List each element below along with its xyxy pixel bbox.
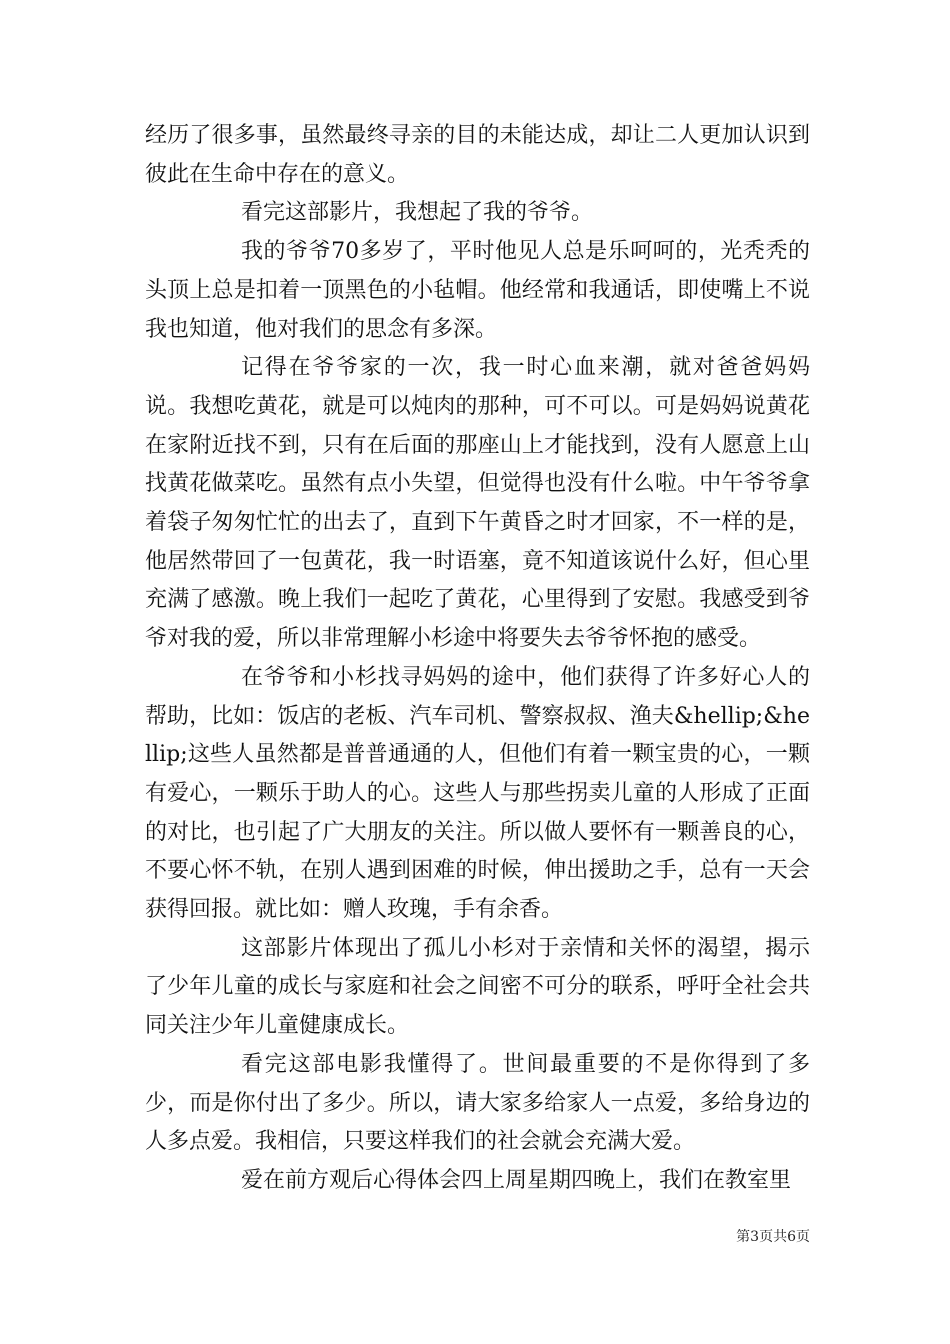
page-number-footer: 第3页共6页 bbox=[736, 1229, 810, 1245]
document-body bbox=[145, 117, 810, 1201]
paragraph-1: 经历了很多事，虽然最终寻亲的目的未能达成，却让二人更加认识到彼此在生命中存在的意义。 bbox=[145, 123, 810, 187]
paragraph-2: 看完这部影片，我想起了我的爷爷。 bbox=[241, 200, 594, 226]
paragraph-7: 看完这部电影我懂得了。世间最重要的不是你得到了多少，而是你付出了多少。所以，请大家多给家人一点爱，多给身边的人多点爱。我相信，只要这样我们的社会就会充满大爱。 bbox=[145, 1051, 810, 1155]
paragraph-6: 这部影片体现出了孤儿小杉对于亲情和关怀的渴望，揭示了少年儿童的成长与家庭和社会之间密不可分的联系，呼吁全社会共同关注少年儿童健康成长。 bbox=[145, 935, 810, 1039]
paragraph-3: 我的爷爷70多岁了，平时他见人总是乐呵呵的，光秃秃的头顶上总是扣着一顶黑色的小毡帽。他经常和我通话，即使嘴上不说我也知道，他对我们的思念有多深。 bbox=[145, 239, 810, 342]
paragraph-4: 记得在爷爷家的一次，我一时心血来潮，就对爸爸妈妈说。我想吃黄花，就是可以炖肉的那种，可不可以。可是妈妈说黄花在家附近找不到，只有在后面的那座山上才能找到，没有人愿意上山找黄花做菜吃。虽然有点小失望，但觉得也没有什么啦。中午爷爷拿着袋子匆匆忙忙的出去了，直到下午黄昏之时才回家，不一样的是，他居然带回了一包黄花，我一时语塞，竟不知道该说什么好，但心里充满了感激。晚上我们一起吃了黄花，心里得到了安慰。我感受到爷爷对我的爱，所以非常理解小杉途中将要失去爷爷怀抱的感受。 bbox=[145, 355, 810, 652]
paragraph-5: 在爷爷和小杉找寻妈妈的途中，他们获得了许多好心人的帮助，比如：饭店的老板、汽车司机、警察叔叔、渔夫&hellip;&hellip;这些人虽然都是普普通通的人，但他们有着一颗宝贵的心，一颗有爱心，一颗乐于助人的心。这些人与那些拐卖儿童的人形成了正面的对比，也引起了广大朋友的关注。所以做人要怀有一颗善良的心，不要心怀不轨，在别人遇到困难的时候，伸出援助之手，总有一天会获得回报。就比如：赠人玫瑰，手有余香。 bbox=[145, 664, 810, 923]
paragraph-8: 爱在前方观后心得体会四上周星期四晚上，我们在教室里 bbox=[241, 1167, 792, 1193]
